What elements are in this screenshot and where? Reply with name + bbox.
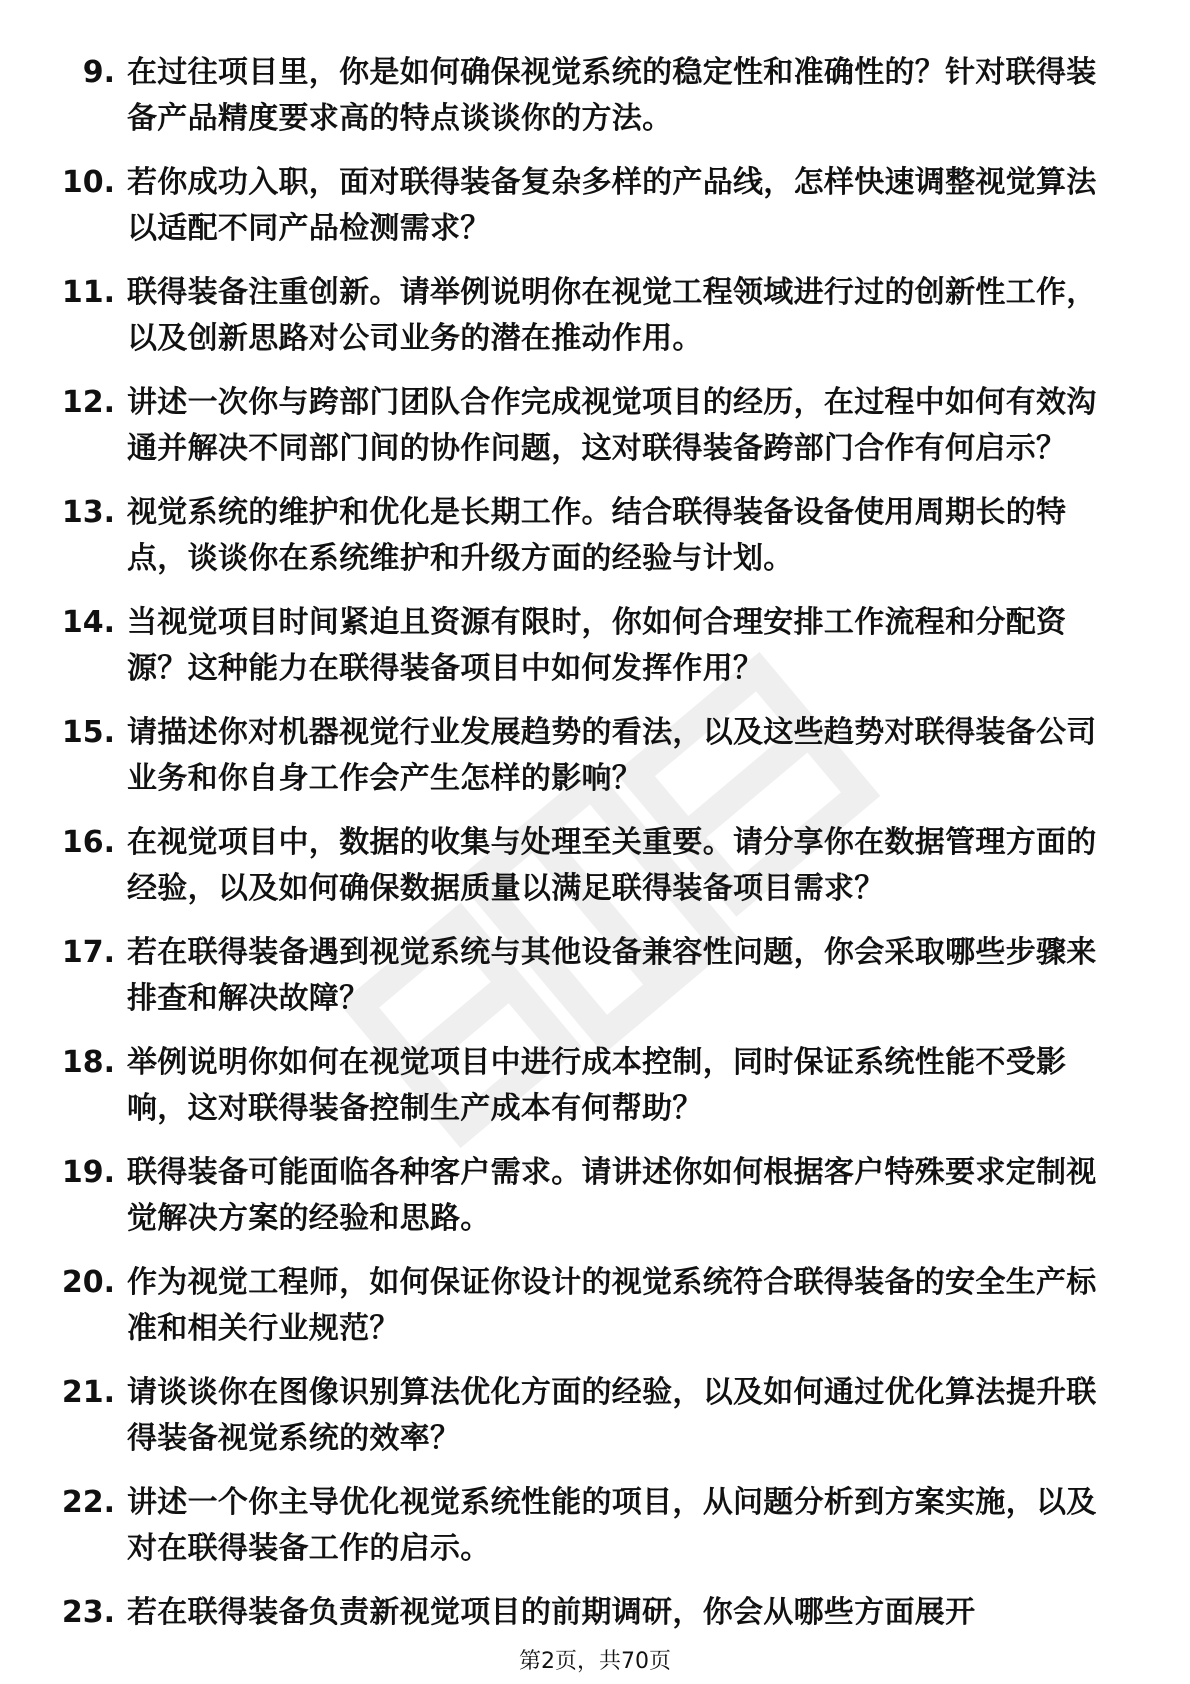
question-number: 13. (61, 495, 115, 530)
question-number: 16. (61, 825, 115, 860)
question-number: 21. (61, 1375, 115, 1410)
question-item (60, 1040, 1110, 1132)
question-item (60, 1260, 1110, 1352)
question-number: 14. (61, 605, 115, 640)
question-text: 联得装备注重创新。请举例说明你在视觉工程领域进行过的创新性工作，以及创新思路对公司业务的潜在推动作用。 (127, 275, 1097, 356)
page-footer: 第2页，共70页 (519, 1649, 671, 1674)
question-text: 当视觉项目时间紧迫且资源有限时，你如何合理安排工作流程和分配资源？这种能力在联得装备项目中如何发挥作用？ (127, 605, 1067, 686)
question-text: 讲述一次你与跨部门团队合作完成视觉项目的经历，在过程中如何有效沟通并解决不同部门间的协作问题，这对联得装备跨部门合作有何启示？ (127, 385, 1097, 466)
question-text: 在过往项目里，你是如何确保视觉系统的稳定性和准确性的？针对联得装备产品精度要求高的特点谈谈你的方法。 (127, 55, 1097, 136)
question-item (60, 710, 1110, 802)
question-number: 20. (61, 1265, 115, 1300)
question-text: 视觉系统的维护和优化是长期工作。结合联得装备设备使用周期长的特点，谈谈你在系统维护和升级方面的经验与计划。 (127, 495, 1067, 576)
question-text: 举例说明你如何在视觉项目中进行成本控制，同时保证系统性能不受影响，这对联得装备控制生产成本有何帮助？ (127, 1045, 1067, 1126)
question-number: 22. (61, 1485, 115, 1520)
question-item (60, 1370, 1110, 1462)
question-number: 9. (82, 55, 115, 90)
question-number: 19. (61, 1155, 115, 1190)
question-text: 作为视觉工程师，如何保证你设计的视觉系统符合联得装备的安全生产标准和相关行业规范？ (127, 1265, 1097, 1346)
question-number: 17. (61, 935, 115, 970)
question-number: 11. (61, 275, 115, 310)
question-item (60, 270, 1110, 362)
question-item (60, 600, 1110, 692)
question-item (60, 930, 1110, 1022)
question-number: 15. (61, 715, 115, 750)
question-item (60, 490, 1110, 582)
question-text: 联得装备可能面临各种客户需求。请讲述你如何根据客户特殊要求定制视觉解决方案的经验和思路。 (127, 1155, 1097, 1236)
question-text: 讲述一个你主导优化视觉系统性能的项目，从问题分析到方案实施，以及对在联得装备工作的启示。 (127, 1485, 1097, 1566)
question-text: 请描述你对机器视觉行业发展趋势的看法，以及这些趋势对联得装备公司业务和你自身工作会产生怎样的影响？ (127, 715, 1097, 796)
question-text: 若在联得装备遇到视觉系统与其他设备兼容性问题，你会采取哪些步骤来排查和解决故障？ (127, 935, 1097, 1016)
question-number: 10. (61, 165, 115, 200)
question-item (60, 50, 1110, 142)
question-list (60, 50, 1110, 1654)
question-item (60, 380, 1110, 472)
question-text: 在视觉项目中，数据的收集与处理至关重要。请分享你在数据管理方面的经验，以及如何确保数据质量以满足联得装备项目需求？ (127, 825, 1097, 906)
question-text: 若你成功入职，面对联得装备复杂多样的产品线，怎样快速调整视觉算法以适配不同产品检测需求？ (127, 165, 1097, 246)
question-text: 请谈谈你在图像识别算法优化方面的经验，以及如何通过优化算法提升联得装备视觉系统的效率？ (127, 1375, 1097, 1456)
question-item (60, 160, 1110, 252)
question-number: 23. (61, 1595, 115, 1630)
question-item (60, 1150, 1110, 1242)
question-number: 12. (61, 385, 115, 420)
question-number: 18. (61, 1045, 115, 1080)
question-item (60, 1480, 1110, 1572)
question-text: 若在联得装备负责新视觉项目的前期调研，你会从哪些方面展开 (127, 1595, 976, 1630)
question-item (60, 1590, 1110, 1636)
question-item (60, 820, 1110, 912)
